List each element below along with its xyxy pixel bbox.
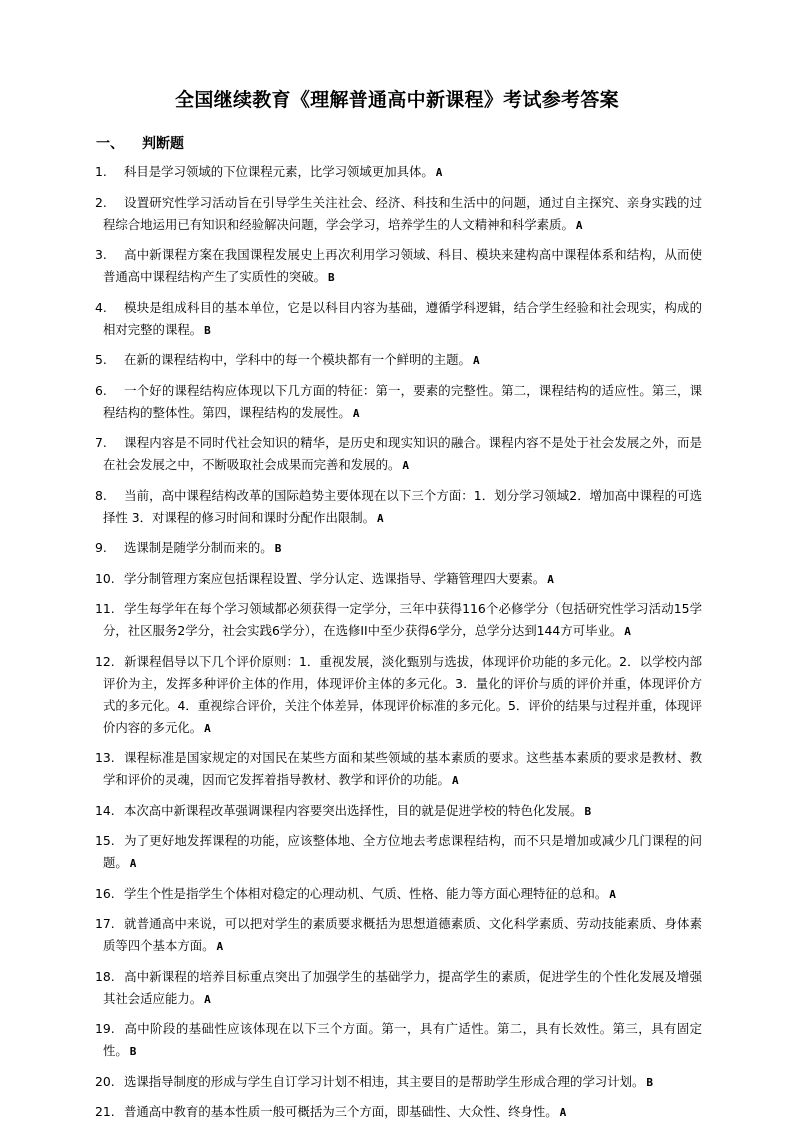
question-text: 课程标准是国家规定的对国民在某些方面和某些领域的基本素质的要求。这些基本素质的要求是教材、教学和评价的灵魂，因而它发挥着指导教材、教学和评价的功能。	[103, 750, 702, 787]
answer-mark: B	[129, 1045, 137, 1058]
answer-mark: A	[472, 354, 480, 367]
answer-mark: A	[216, 940, 224, 953]
question-text: 课程内容是不同时代社会知识的精华，是历史和现实知识的融合。课程内容不是处于社会发展之外，而是在社会发展之中，不断吸取社会成果而完善和发展的。	[103, 435, 702, 472]
question-text: 选课指导制度的形成与学生自订学习计划不相违，其主要目的是帮助学生形成合理的学习计划。	[124, 1073, 645, 1089]
question-item	[92, 800, 702, 823]
answer-mark: B	[328, 271, 335, 284]
question-number: 20.	[95, 1073, 115, 1089]
question-number: 3.	[95, 247, 107, 262]
question-number: 17.	[95, 916, 115, 931]
answer-mark: A	[575, 218, 583, 232]
question-number: 2.	[95, 194, 107, 210]
question-text: 为了更好地发挥课程的功能，应该整体地、全方位地去考虑课程结构，而不只是增加或减少几门课程的问题。	[103, 833, 702, 870]
question-number: 5.	[95, 352, 107, 367]
answer-mark: B	[204, 323, 211, 337]
question-number: 1.	[95, 164, 107, 179]
question-item	[92, 432, 702, 477]
question-number: 21.	[95, 1104, 115, 1119]
question-item	[92, 380, 702, 425]
question-item	[92, 913, 702, 958]
question-number: 7.	[95, 435, 107, 450]
answer-mark: B	[584, 804, 592, 818]
section-title: 判断题	[142, 136, 184, 152]
answer-mark: A	[204, 992, 211, 1006]
question-number: 10.	[95, 570, 115, 586]
document-title: 全国继续教育《理解普通高中新课程》考试参考答案	[175, 89, 619, 111]
question-number: 18.	[95, 968, 115, 984]
answer-mark: A	[559, 1106, 567, 1119]
question-number: 8.	[95, 487, 107, 503]
answer-mark: A	[435, 166, 443, 179]
question-number: 12.	[95, 653, 115, 669]
question-item	[92, 598, 702, 643]
answer-mark: A	[402, 459, 409, 472]
question-text: 在新的课程结构中，学科中的每一个模块都有一个鲜明的主题。	[124, 352, 471, 367]
question-item	[92, 883, 702, 906]
question-text: 普通高中教育的基本性质一般可概括为三个方面，即基础性、大众性、终身性。	[124, 1104, 558, 1119]
question-item	[92, 537, 702, 560]
question-text: 高中阶段的基础性应该体现在以下三个方面。第一，具有广适性。第二，具有长效性。第三，具有固定性。	[103, 1021, 702, 1058]
question-text: 学生个性是指学生个体相对稳定的心理动机、气质、性格、能力等方面心理特征的总和。	[124, 885, 608, 901]
section-heading	[96, 134, 702, 154]
question-number: 16.	[95, 885, 115, 901]
question-item	[92, 1018, 702, 1063]
question-list	[92, 161, 702, 1124]
question-item	[92, 349, 702, 372]
question-number: 19.	[95, 1021, 115, 1036]
answer-mark: B	[274, 542, 282, 555]
question-text: 当前，高中课程结构改革的国际趋势主要体现在以下三个方面：1．划分学习领域2．增加高中课程的可选择性 3．对课程的修习时间和课时分配作出限制。	[103, 487, 702, 525]
question-number: 9.	[95, 540, 107, 555]
question-number: 11.	[95, 601, 115, 616]
question-number: 14.	[95, 802, 115, 818]
answer-mark: A	[352, 406, 360, 420]
answer-mark: B	[646, 1075, 654, 1089]
answer-mark: A	[451, 774, 459, 787]
answer-mark: A	[609, 887, 616, 901]
question-number: 15.	[95, 833, 115, 848]
question-text: 选课制是随学分制而来的。	[124, 540, 273, 555]
question-number: 13.	[95, 750, 115, 765]
question-item	[92, 297, 702, 342]
question-item	[92, 747, 702, 792]
answer-mark: A	[547, 572, 554, 586]
question-item	[92, 651, 702, 740]
question-item	[92, 966, 702, 1011]
question-text: 本次高中新课程改革强调课程内容要突出选择性，目的就是促进学校的特色化发展。	[124, 802, 583, 818]
answer-mark: A	[204, 721, 211, 735]
question-item	[92, 244, 702, 289]
question-text: 一个好的课程结构应体现以下几方面的特征：第一，要素的完整性。第二，课程结构的适应性。第三，课程结构的整体性。第四，课程结构的发展性。	[103, 382, 702, 420]
section-number: 一、	[96, 136, 124, 152]
answer-mark: A	[624, 625, 631, 638]
answer-mark: A	[129, 857, 137, 870]
answer-mark: A	[377, 511, 384, 525]
question-text: 设置研究性学习活动旨在引导学生关注社会、经济、科技和生活中的问题，通过自主探究、亲身实践的过程综合地运用已有知识和经验解决问题，学会学习，培养学生的人文精神和科学素质。	[103, 194, 702, 232]
question-text: 模块是组成科目的基本单位，它是以科目内容为基础，遵循学科逻辑，结合学生经验和社会现实，构成的相对完整的课程。	[103, 299, 702, 337]
question-text: 科目是学习领域的下位课程元素，比学习领域更加具体。	[124, 164, 434, 179]
question-item	[92, 192, 702, 237]
question-item	[92, 830, 702, 875]
question-number: 6.	[95, 382, 107, 398]
question-number: 4.	[95, 299, 107, 315]
question-text: 新课程倡导以下几个评价原则：1．重视发展，淡化甄别与选拔，体现评价功能的多元化。2．以学校内部评价为主，发挥多种评价主体的作用，体现评价主体的多元化。3．量化的评价与质的评价并重，体现评价方式的多元化。4．重视综合评价，关注个体差异，体现评价标准的多元化。5．评价的结果与过程并重，体现评价内容的多元化。	[103, 653, 702, 735]
question-text: 就普通高中来说，可以把对学生的素质要求概括为思想道德素质、文化科学素质、劳动技能素质、身体素质等四个基本方面。	[103, 916, 702, 953]
question-item	[92, 568, 702, 591]
question-text: 高中新课程方案在我国课程发展史上再次利用学习领域、科目、模块来建构高中课程体系和结构，从而使普通高中课程结构产生了实质性的突破。	[103, 247, 702, 284]
question-item	[92, 1071, 702, 1094]
question-text: 学分制管理方案应包括课程设置、学分认定、选课指导、学籍管理四大要素。	[124, 570, 546, 586]
question-text: 学生每学年在每个学习领域都必须获得一定学分，三年中获得116个必修学分（包括研究性学习活动15学分，社区服务2学分，社会实践6学分），在选修II中至少获得6学分，总学分达到144方可毕业。	[103, 601, 702, 638]
question-text: 高中新课程的培养目标重点突出了加强学生的基础学力，提高学生的素质，促进学生的个性化发展及增强其社会适应能力。	[103, 968, 702, 1006]
question-item	[92, 161, 702, 184]
question-item	[92, 485, 702, 530]
question-item	[92, 1101, 702, 1124]
